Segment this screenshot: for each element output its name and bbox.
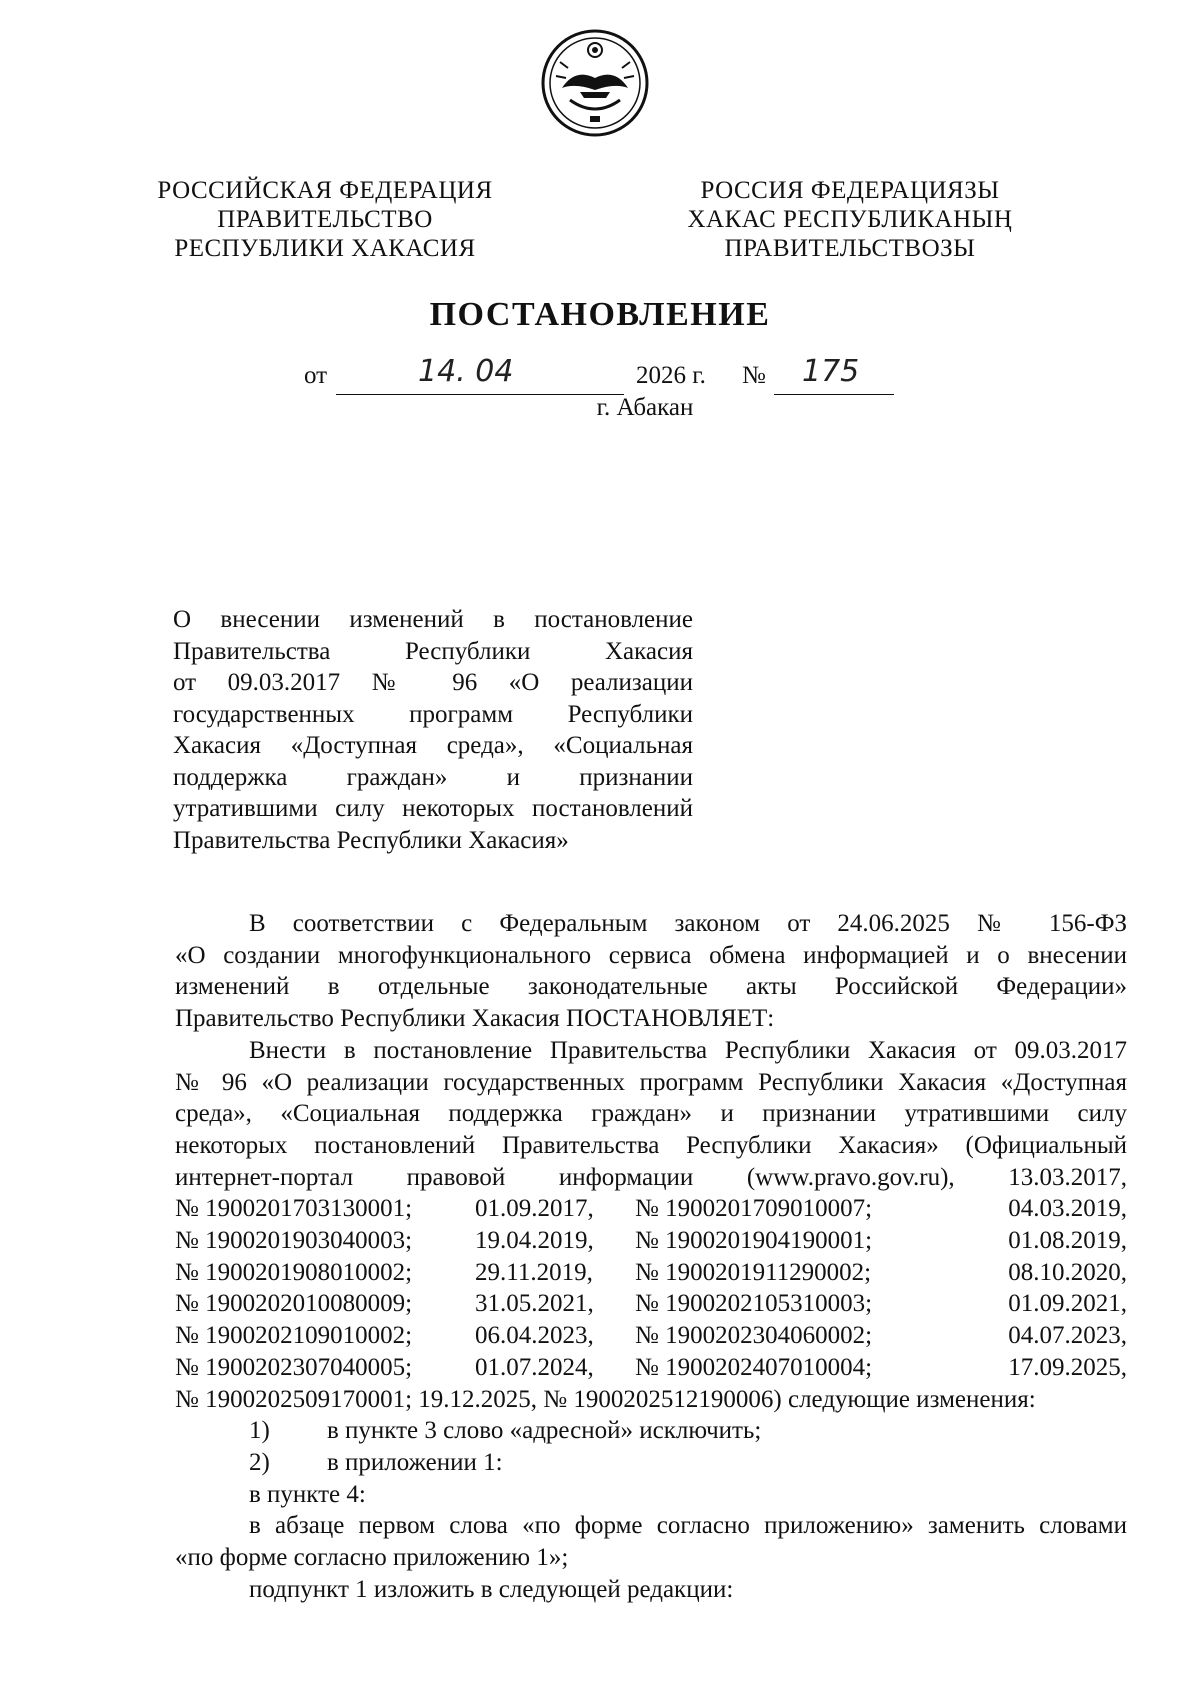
document-title: ПОСТАНОВЛЕНИЕ: [429, 296, 771, 333]
subject-line: государственных программ Республики: [173, 700, 693, 728]
publication-row: [175, 1257, 1127, 1289]
publication-date: 06.04.2023,: [475, 1322, 594, 1350]
header-khakas: [655, 176, 1045, 263]
publication-number: № 1900201903040003;: [175, 1227, 413, 1255]
list-item-number: 2): [249, 1448, 270, 1476]
preamble-line: изменений в отдельные законодательные акты Российской Федерации»: [175, 973, 1127, 1001]
preamble-line: В соответствии с Федеральным законом от 24.06.2025 № 156-ФЗ: [249, 910, 1127, 937]
list-item-text: в пункте 3 слово «адресной» исключить;: [327, 1417, 762, 1445]
publication-number: № 1900201703130001;: [175, 1195, 413, 1223]
header-line: ПРАВИТЕЛЬСТВОЗЫ: [724, 235, 976, 262]
resolution-line: среда», «Социальная поддержка граждан» и признании утратившими силу: [175, 1100, 1127, 1128]
header-line: РОССИЙСКАЯ ФЕДЕРАЦИЯ: [157, 177, 493, 204]
publication-row: [175, 1193, 1127, 1225]
publication-date: 17.09.2025,: [1008, 1353, 1127, 1381]
publication-number: № 1900201911290002;: [635, 1258, 872, 1286]
resolution-line: № 96 «О реализации государственных программ Республики Хакасия «Доступная: [175, 1068, 1127, 1096]
list-item: [175, 1447, 1127, 1479]
publication-date: 04.07.2023,: [1008, 1322, 1127, 1350]
year-label: 2026 г.: [636, 362, 706, 389]
list-item-text: в приложении 1:: [327, 1448, 503, 1476]
number-handwritten: 175: [802, 354, 860, 389]
number-label: №: [742, 362, 766, 389]
from-label: от: [304, 362, 328, 389]
publication-date: 01.08.2019,: [1008, 1227, 1127, 1255]
document-body: [175, 908, 1127, 1605]
subject-line: поддержка граждан» и признании: [173, 763, 693, 791]
preamble-line: «О создании многофункционального сервиса обмена информацией и о внесении: [175, 941, 1127, 969]
publication-date: 29.11.2019,: [475, 1258, 593, 1286]
publication-number: № 1900202407010004;: [635, 1353, 873, 1381]
publication-row: [175, 1288, 1127, 1320]
publication-number: № 1900202010080009;: [175, 1290, 413, 1318]
point-4-line: в пункте 4:: [249, 1480, 366, 1508]
header-russian: [145, 176, 505, 263]
header-line: РОССИЯ ФЕДЕРАЦИЯЗЫ: [700, 177, 1000, 204]
publication-number: № 1900201908010002;: [175, 1258, 413, 1286]
list-item: [175, 1415, 1127, 1447]
paragraph-line: в абзаце первом слова «по форме согласно приложению» заменить словами: [249, 1512, 1127, 1540]
coat-of-arms-icon: [540, 28, 650, 138]
publication-row: [175, 1352, 1127, 1384]
document-subject: [173, 604, 693, 856]
publication-number: № 1900202304060002;: [635, 1322, 873, 1350]
publication-date: 31.05.2021,: [475, 1290, 594, 1318]
subject-line: Хакасия «Доступная среда», «Социальная: [173, 732, 693, 759]
subject-line: от 09.03.2017 № 96 «О реализации: [173, 669, 693, 696]
publication-date: 01.07.2024,: [475, 1353, 594, 1381]
list-item-number: 1): [249, 1417, 270, 1445]
subject-line: Правительства Республики Хакасия»: [173, 826, 569, 854]
subpoint-line: подпункт 1 изложить в следующей редакции:: [249, 1575, 734, 1603]
publication-row: [175, 1320, 1127, 1352]
header-line: РЕСПУБЛИКИ ХАКАСИЯ: [174, 235, 476, 262]
city-label: г. Абакан: [596, 394, 694, 421]
publication-date: 01.09.2017,: [475, 1195, 594, 1223]
paragraph-line: «по форме согласно приложению 1»;: [175, 1544, 569, 1572]
publication-last-line: № 1900202509170001; 19.12.2025, № 1900202512190006) следующие изменения:: [175, 1385, 1036, 1413]
resolution-line: интернет-портал правовой информации (www.pravo.gov.ru), 13.03.2017,: [175, 1163, 1127, 1191]
publication-date: 01.09.2021,: [1008, 1290, 1127, 1318]
publication-row: [175, 1225, 1127, 1257]
resolution-line: некоторых постановлений Правительства Республики Хакасия» (Официальный: [175, 1131, 1127, 1159]
publication-date: 19.04.2019,: [475, 1227, 594, 1255]
publication-date: 04.03.2019,: [1008, 1195, 1127, 1223]
header-line: ПРАВИТЕЛЬСТВО: [217, 206, 433, 233]
subject-line: Правительства Республики Хакасия: [173, 637, 693, 665]
subject-line: О внесении изменений в постановление: [173, 606, 693, 633]
publication-number: № 1900202109010002;: [175, 1322, 413, 1350]
date-handwritten: 14. 04: [418, 354, 514, 389]
publication-date: 08.10.2020,: [1008, 1258, 1127, 1286]
preamble-line: Правительство Республики Хакасия ПОСТАНОВЛЯЕТ:: [175, 1005, 775, 1033]
resolution-line: Внести в постановление Правительства Республики Хакасия от 09.03.2017: [249, 1036, 1127, 1064]
header-line: ХАКАС РЕСПУБЛИКАНЫҢ: [687, 206, 1013, 233]
publication-number: № 1900201904190001;: [635, 1227, 873, 1255]
publication-number: № 1900202105310003;: [635, 1290, 873, 1318]
publication-number: № 1900202307040005;: [175, 1353, 413, 1381]
publication-number: № 1900201709010007;: [635, 1195, 873, 1223]
subject-line: утратившими силу некоторых постановлений: [173, 795, 693, 822]
